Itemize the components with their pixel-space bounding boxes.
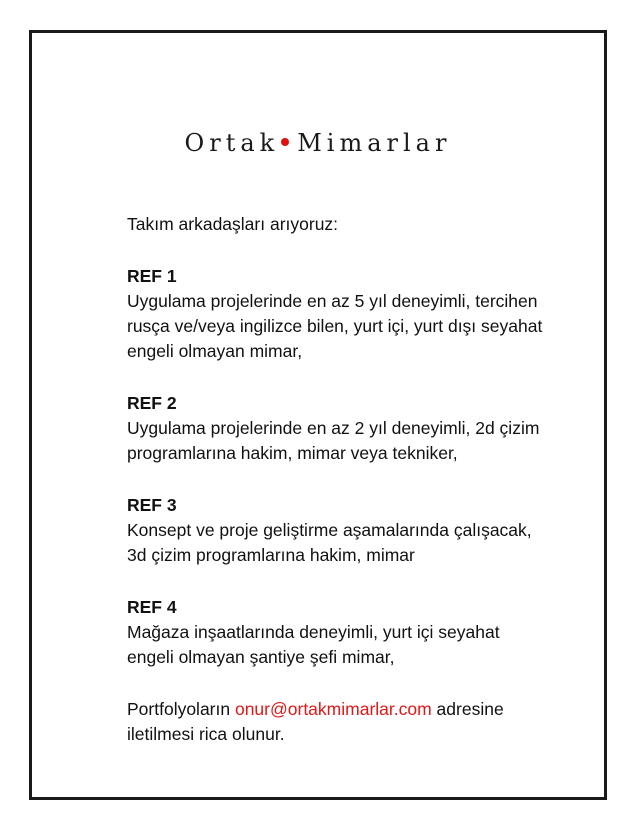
footer-before: Portfolyoların xyxy=(127,699,235,719)
ref-4-line-2: engeli olmayan şantiye şefi mimar, xyxy=(127,647,395,667)
ref-2 xyxy=(127,391,607,466)
ref-2-title: REF 2 xyxy=(127,393,177,413)
contact-email-link[interactable]: onur@ortakmimarlar.com xyxy=(234,699,432,719)
logo-red-dot xyxy=(281,138,289,146)
logo-word-left: Ortak xyxy=(184,129,280,157)
ref-4-title: REF 4 xyxy=(127,597,177,617)
ref-4 xyxy=(127,595,607,670)
ref-4-line-1: Mağaza inşaatlarında deneyimli, yurt içi seyahat xyxy=(127,622,500,642)
ref-3 xyxy=(127,493,607,568)
footer-text xyxy=(127,697,607,747)
footer-after: adresine xyxy=(431,699,504,719)
company-logo xyxy=(32,129,604,157)
ref-1-title: REF 1 xyxy=(127,266,177,286)
ref-3-line-2: 3d çizim programlarına hakim, mimar xyxy=(127,545,415,565)
ref-2-line-2: programlarına hakim, mimar veya tekniker, xyxy=(127,443,458,463)
announcement-frame xyxy=(29,30,607,800)
announcement-body xyxy=(127,212,607,747)
logo-word-right: Mimarlar xyxy=(297,129,452,157)
footer-line-2: iletilmesi rica olunur. xyxy=(127,724,285,744)
ref-1-line-3: engeli olmayan mimar, xyxy=(127,341,303,361)
ref-1-line-2: rusça ve/veya ingilizce bilen, yurt içi, yurt dışı seyahat xyxy=(127,316,543,336)
ref-3-line-1: Konsept ve proje geliştirme aşamalarında çalışacak, xyxy=(127,520,532,540)
ref-1 xyxy=(127,264,607,364)
intro-text: Takım arkadaşları arıyoruz: xyxy=(127,214,339,234)
ref-2-line-1: Uygulama projelerinde en az 2 yıl deneyimli, 2d çizim xyxy=(127,418,540,438)
ref-1-line-1: Uygulama projelerinde en az 5 yıl deneyimli, tercihen xyxy=(127,291,538,311)
ref-3-title: REF 3 xyxy=(127,495,177,515)
